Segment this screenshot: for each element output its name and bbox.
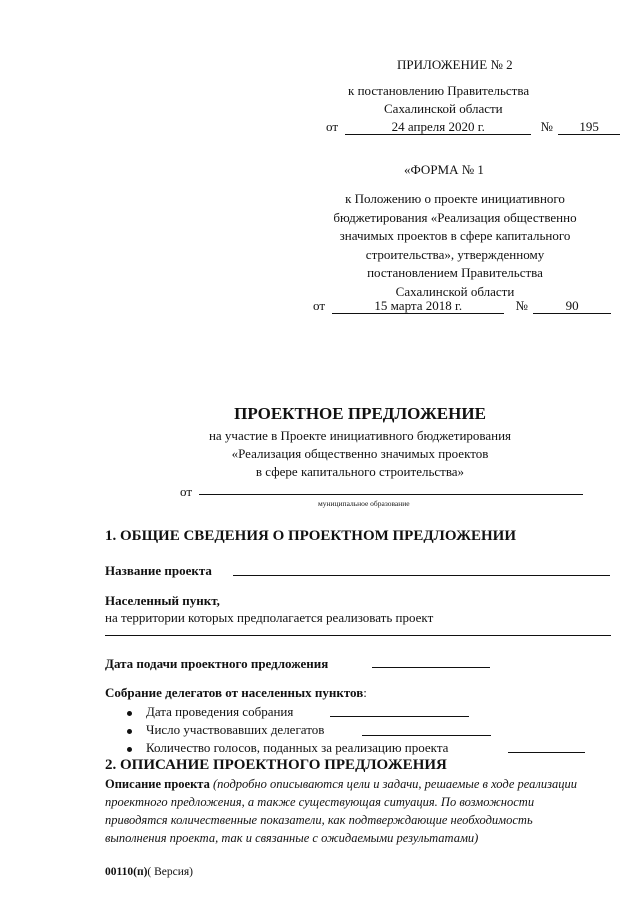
- meeting-colon: :: [363, 685, 367, 700]
- bullet-icon: [127, 747, 132, 752]
- form-title: «ФОРМА № 1: [404, 162, 484, 177]
- proposal-subtitle-1: на участие в Проекте инициативного бюджетирования: [208, 428, 512, 443]
- description-text: приводятся количественные показатели, как подтверждающие необходимость: [105, 813, 533, 827]
- municipality-caption: муниципальное образование: [318, 499, 410, 508]
- description-row-1: [105, 777, 577, 792]
- form-date-row: [313, 298, 611, 314]
- form-line: постановлением Правительства: [367, 265, 543, 280]
- form-line: строительства», утвержденному: [365, 246, 545, 262]
- section-1-heading: 1. ОБЩИЕ СВЕДЕНИЯ О ПРОЕКТНОМ ПРЕДЛОЖЕНИИ: [105, 528, 516, 544]
- proposal-from-prefix: от: [180, 484, 193, 499]
- bullet-text: Дата проведения собрания: [146, 704, 294, 719]
- meeting-date-field[interactable]: [330, 716, 469, 717]
- project-name-label: Название проекта: [105, 563, 212, 578]
- proposal-title: ПРОЕКТНОЕ ПРЕДЛОЖЕНИЕ: [234, 404, 486, 423]
- form-line: значимых проектов в сфере капитального: [339, 228, 571, 243]
- appendix-number: 195: [558, 120, 620, 135]
- form-line: Сахалинской области: [395, 283, 515, 299]
- bullet-text: Количество голосов, поданных за реализацию проекта: [146, 740, 449, 755]
- proposal-subtitle-3: в сфере капитального строительства»: [255, 464, 465, 479]
- settlement-label: Населенный пункт,: [105, 593, 220, 608]
- meeting-label: Собрание делегатов от населенных пунктов: [105, 685, 364, 700]
- appendix-from-prefix: от: [326, 119, 339, 134]
- delegates-count-field[interactable]: [362, 735, 491, 736]
- appendix-title: ПРИЛОЖЕНИЕ № 2: [397, 57, 513, 72]
- footer-version: [105, 866, 193, 878]
- bullet-item: [127, 722, 324, 738]
- footer-version-label: ( Версия): [147, 866, 194, 878]
- appendix-date-row: [326, 119, 620, 135]
- bullet-item: [127, 740, 448, 756]
- appendix-date: 24 апреля 2020 г.: [345, 120, 531, 135]
- bullet-icon: [127, 729, 132, 734]
- form-num-prefix: №: [515, 298, 528, 313]
- meeting-label-row: [105, 685, 367, 701]
- bullet-text: Число участвовавших делегатов: [146, 722, 325, 737]
- settlement-field[interactable]: [105, 635, 611, 636]
- form-line: бюджетирования «Реализация общественно: [333, 209, 577, 225]
- description-text: (подробно описываются цели и задачи, решаемые в ходе реализации: [212, 777, 577, 791]
- appendix-line-1: к постановлению Правительства: [348, 83, 530, 98]
- submission-date-label: Дата подачи проектного предложения: [105, 656, 329, 671]
- project-name-field[interactable]: [233, 575, 610, 576]
- municipality-line: [199, 494, 583, 495]
- votes-count-field[interactable]: [508, 752, 585, 753]
- form-date: 15 марта 2018 г.: [332, 299, 504, 314]
- appendix-line-2: Сахалинской области: [384, 101, 503, 116]
- description-text: выполнения проекта, так и связанные с ожидаемыми результатами): [105, 831, 479, 845]
- description-text: проектного предложения, а также существующая ситуация. По возможности: [105, 795, 535, 809]
- bullet-item: [127, 704, 293, 720]
- form-lines: [290, 190, 620, 301]
- settlement-text: на территории которых предполагается реализовать проект: [105, 610, 434, 625]
- appendix-num-prefix: №: [540, 119, 553, 134]
- form-number: 90: [533, 299, 611, 314]
- form-line: к Положению о проекте инициативного: [345, 191, 565, 206]
- submission-date-field[interactable]: [372, 667, 490, 668]
- description-label: Описание проекта: [105, 777, 210, 791]
- proposal-subtitle-2: «Реализация общественно значимых проектов: [231, 446, 489, 461]
- section-2-heading: 2. ОПИСАНИЕ ПРОЕКТНОГО ПРЕДЛОЖЕНИЯ: [105, 757, 447, 773]
- form-from-prefix: от: [313, 298, 326, 313]
- bullet-icon: [127, 711, 132, 716]
- footer-code: 00110(п): [105, 866, 148, 878]
